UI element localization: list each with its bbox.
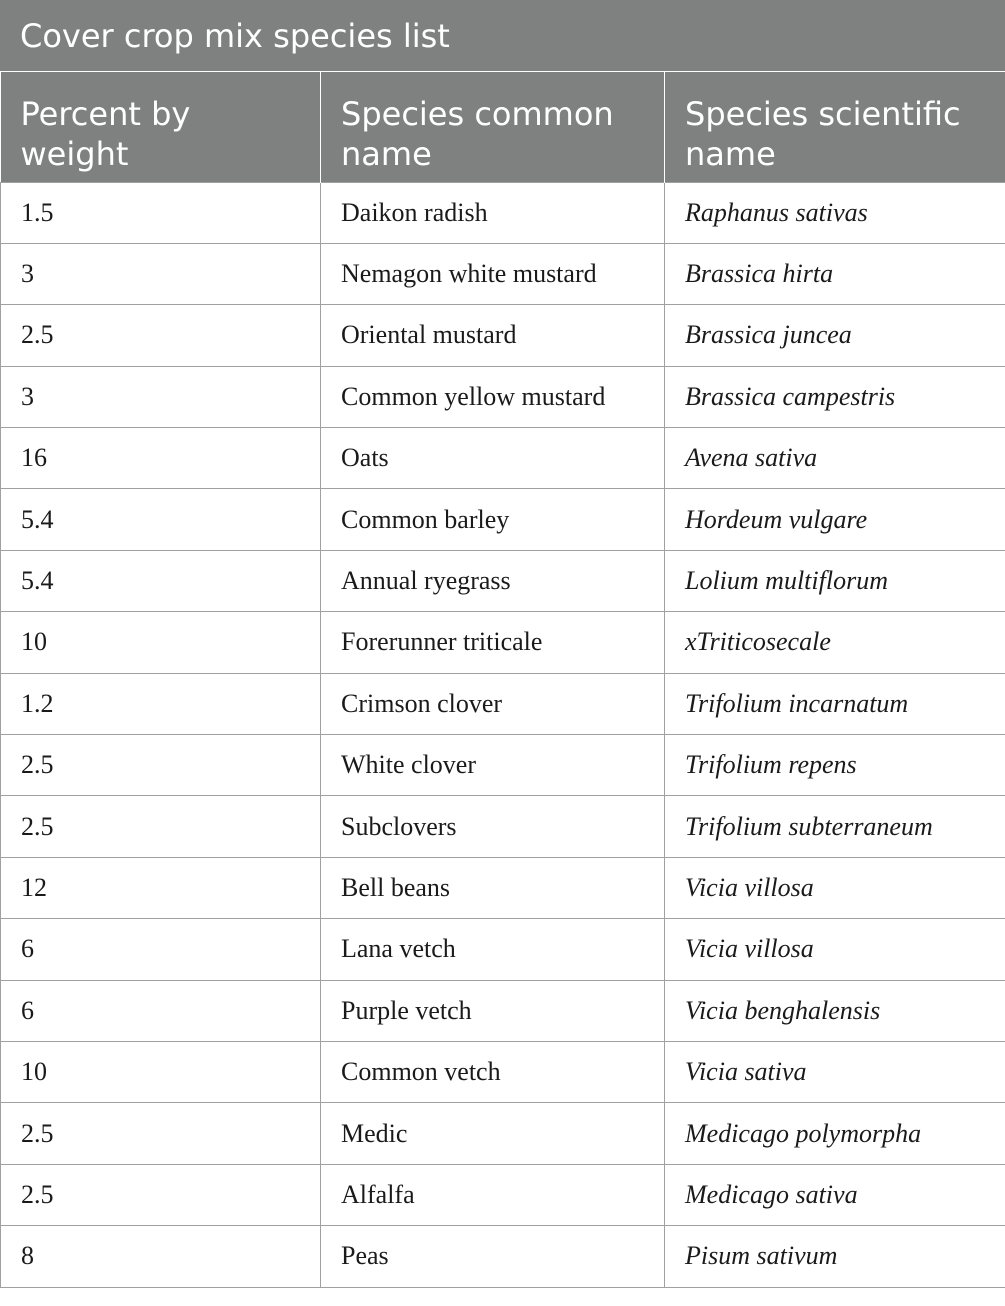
table-row (1, 182, 1005, 243)
table-row (1, 919, 1005, 980)
cell-percent: 2.5 (1, 305, 321, 366)
header-percent: Percent by weight (1, 72, 321, 182)
table-row (1, 612, 1005, 673)
table-body (1, 182, 1005, 1287)
table-row (1, 1226, 1005, 1287)
table-row (1, 796, 1005, 857)
cell-common-name: Oats (321, 428, 665, 489)
cell-percent: 5.4 (1, 489, 321, 550)
cell-percent: 1.2 (1, 673, 321, 734)
cell-percent: 6 (1, 919, 321, 980)
cell-scientific-name: Trifolium incarnatum (665, 673, 1005, 734)
cell-common-name: Common yellow mustard (321, 366, 665, 427)
cell-common-name: Purple vetch (321, 980, 665, 1041)
header-common-name: Species common name (321, 72, 665, 182)
cell-scientific-name: Trifolium subterraneum (665, 796, 1005, 857)
table-row (1, 489, 1005, 550)
table-row (1, 980, 1005, 1041)
cell-scientific-name: xTriticosecale (665, 612, 1005, 673)
cell-percent: 2.5 (1, 796, 321, 857)
cell-scientific-name: Medicago polymorpha (665, 1103, 1005, 1164)
cell-percent: 3 (1, 366, 321, 427)
cell-scientific-name: Vicia benghalensis (665, 980, 1005, 1041)
cell-scientific-name: Medicago sativa (665, 1164, 1005, 1225)
cell-percent: 12 (1, 857, 321, 918)
species-table (0, 72, 1005, 1288)
cell-common-name: Annual ryegrass (321, 550, 665, 611)
table-row (1, 1041, 1005, 1102)
cell-common-name: Bell beans (321, 857, 665, 918)
cell-scientific-name: Vicia villosa (665, 857, 1005, 918)
table-row (1, 1164, 1005, 1225)
cell-percent: 5.4 (1, 550, 321, 611)
cell-scientific-name: Hordeum vulgare (665, 489, 1005, 550)
cell-percent: 2.5 (1, 735, 321, 796)
cell-scientific-name: Lolium multiflorum (665, 550, 1005, 611)
table-caption: Cover crop mix species list (0, 0, 1005, 72)
cell-scientific-name: Trifolium repens (665, 735, 1005, 796)
table-row (1, 1103, 1005, 1164)
cell-common-name: Crimson clover (321, 673, 665, 734)
cell-common-name: Nemagon white mustard (321, 243, 665, 304)
table-row (1, 305, 1005, 366)
table-row (1, 366, 1005, 427)
cell-scientific-name: Vicia sativa (665, 1041, 1005, 1102)
cell-common-name: White clover (321, 735, 665, 796)
table-row (1, 673, 1005, 734)
cell-percent: 8 (1, 1226, 321, 1287)
header-scientific-name: Species scientific name (665, 72, 1005, 182)
cell-common-name: Oriental mustard (321, 305, 665, 366)
cell-percent: 6 (1, 980, 321, 1041)
table-row (1, 857, 1005, 918)
cell-scientific-name: Brassica hirta (665, 243, 1005, 304)
cell-percent: 3 (1, 243, 321, 304)
cell-common-name: Medic (321, 1103, 665, 1164)
table-row (1, 550, 1005, 611)
cell-common-name: Common vetch (321, 1041, 665, 1102)
cell-percent: 1.5 (1, 182, 321, 243)
cell-scientific-name: Vicia villosa (665, 919, 1005, 980)
cell-percent: 10 (1, 1041, 321, 1102)
cell-scientific-name: Avena sativa (665, 428, 1005, 489)
cell-common-name: Peas (321, 1226, 665, 1287)
header-row (1, 72, 1005, 182)
cell-common-name: Subclovers (321, 796, 665, 857)
cell-common-name: Lana vetch (321, 919, 665, 980)
cell-scientific-name: Raphanus sativas (665, 182, 1005, 243)
cell-percent: 10 (1, 612, 321, 673)
table-row (1, 428, 1005, 489)
cell-percent: 2.5 (1, 1164, 321, 1225)
cell-common-name: Forerunner triticale (321, 612, 665, 673)
cell-scientific-name: Pisum sativum (665, 1226, 1005, 1287)
table-row (1, 735, 1005, 796)
cell-scientific-name: Brassica campestris (665, 366, 1005, 427)
cell-common-name: Daikon radish (321, 182, 665, 243)
cell-scientific-name: Brassica juncea (665, 305, 1005, 366)
cell-percent: 16 (1, 428, 321, 489)
cell-common-name: Common barley (321, 489, 665, 550)
table-row (1, 243, 1005, 304)
cell-common-name: Alfalfa (321, 1164, 665, 1225)
cell-percent: 2.5 (1, 1103, 321, 1164)
